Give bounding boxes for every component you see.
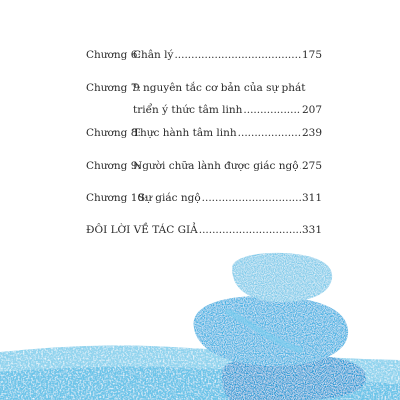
page-number: 311	[301, 192, 322, 204]
chapter-label: Chương 10:	[86, 192, 148, 204]
page-number: 331	[301, 224, 322, 236]
chapter-label: Chương 9:	[86, 160, 141, 172]
chapter-title: Thực hành tâm linh	[133, 127, 237, 139]
page-number: 239	[301, 127, 322, 139]
section-title: ĐÔI LỜI VỀ TÁC GIẢ	[86, 224, 198, 236]
chapter-title: Sự giác ngộ	[138, 192, 201, 204]
page-number: 175	[301, 49, 322, 61]
chapter-title-line-1: 9 nguyên tắc cơ bản của sự phát	[133, 82, 306, 94]
page-number: 275	[301, 160, 322, 172]
page-number: 207	[301, 104, 322, 116]
chapter-label: Chương 8:	[86, 127, 141, 139]
chapter-title: Chân lý	[133, 49, 174, 61]
chapter-title-line-2: triển ý thức tâm linh	[133, 104, 243, 116]
chapter-label: Chương 6:	[86, 49, 141, 61]
chapter-title: Người chữa lành được giác ngộ	[133, 160, 299, 172]
top-stone	[232, 253, 332, 302]
chapter-label: Chương 7:	[86, 82, 141, 94]
